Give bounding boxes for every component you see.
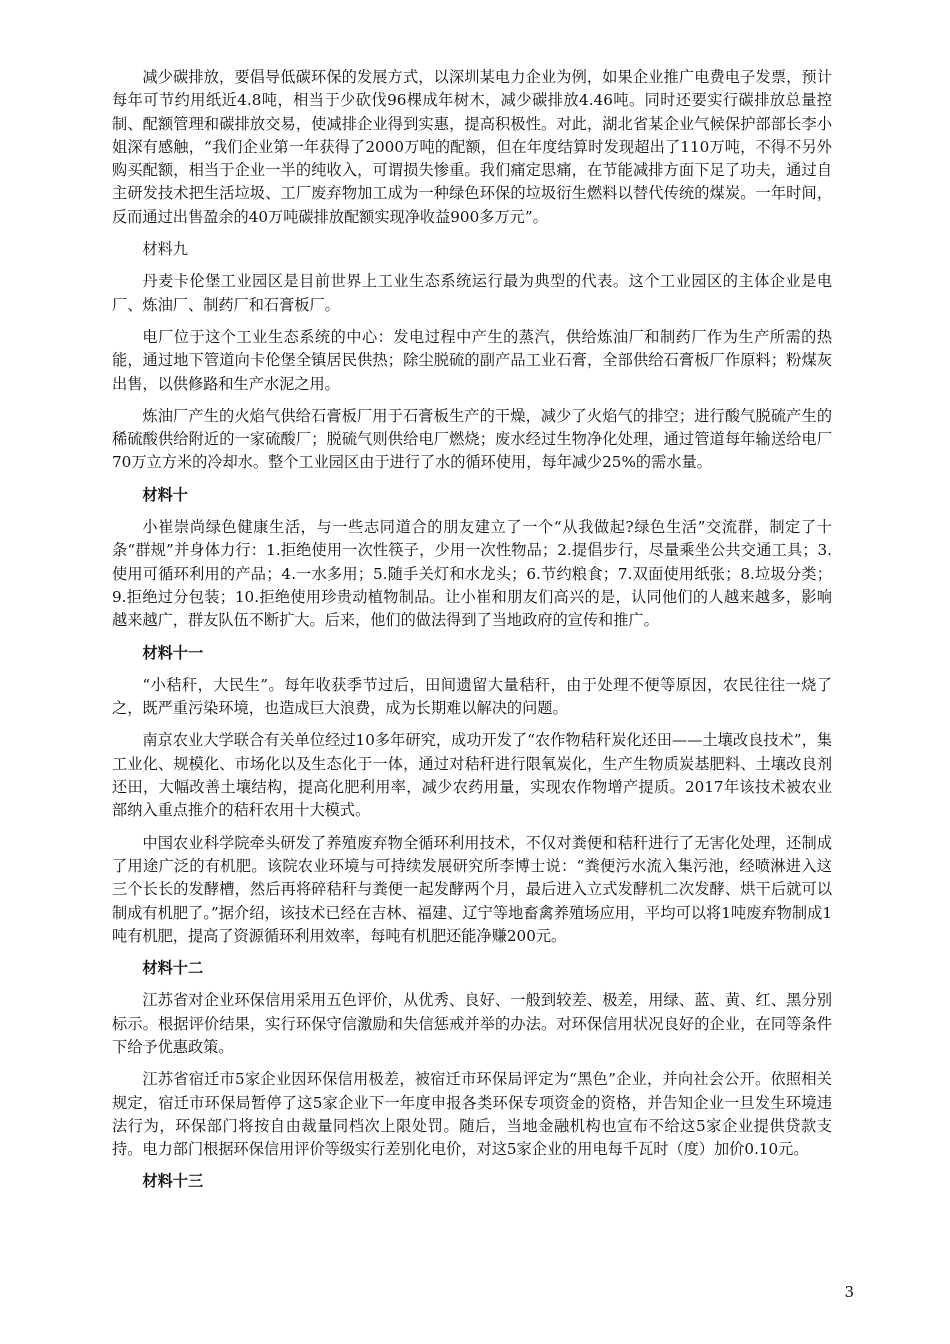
- paragraph: 江苏省宿迁市5家企业因环保信用极差，被宿迁市环保局评定为“黑色”企业，并向社会公开。依照相关规定，宿迁市环保局暂停了这5家企业下一年度申报各类环保专项资金的资格，并告知企业一旦发生环境违法行为，环保部门将按自由裁量同档次上限处罚。随后，当地金融机构也宣布不给这5家企业提供贷款支持。电力部门根据环保信用评价等级实行差别化电价，对这5家企业的用电每千瓦时（度）加价0.10元。: [112, 1070, 832, 1159]
- paragraph: 江苏省对企业环保信用采用五色评价，从优秀、良好、一般到较差、极差，用绿、蓝、黄、红、黑分别标示。根据评价结果，实行环保守信激励和失信惩戒并举的办法。对环保信用状况良好的企业，在同等条件下给予优惠政策。: [112, 991, 832, 1056]
- paragraph: 小崔崇尚绿色健康生活，与一些志同道合的朋友建立了一个“从我做起?绿色生活”交流群，制定了十条“群规”并身体力行：1.拒绝使用一次性筷子，少用一次性物品；2.提倡步行，尽量乘坐公共交通工具；3.使用可循环利用的产品；4.一水多用；5.随手关灯和水龙头；6.节约粮食；7.双面使用纸张；8.垃圾分类；9.拒绝过分包装；10.拒绝使用珍贵动植物制品。让小崔和朋友们高兴的是，认同他们的人越来越多，影响越来越广，群友队伍不断扩大。后来，他们的做法得到了当地政府的宣传和推广。: [112, 518, 832, 630]
- document-body: [112, 66, 832, 1194]
- section-heading: 材料十: [142, 485, 188, 504]
- section-heading: 材料十三: [142, 1172, 204, 1191]
- paragraph: 炼油厂产生的火焰气供给石膏板厂用于石膏板生产的干燥，减少了火焰气的排空；进行酸气脱硫产生的稀硫酸供给附近的一家硫酸厂；脱硫气则供给电厂燃烧；废水经过生物净化处理，通过管道每年输送给电厂70万立方米的冷却水。整个工业园区由于进行了水的循环使用，每年减少25%的需水量。: [112, 406, 832, 472]
- paragraph: 中国农业科学院牵头研发了养殖废弃物全循环利用技术，不仅对粪便和秸秆进行了无害化处理，还制成了用途广泛的有机肥。该院农业环境与可持续发展研究所李博士说：“粪便污水流入集污池，经喷淋进入这三个长长的发酵槽，然后再将碎秸秆与粪便一起发酵两个月，最后进入立式发酵机二次发酵、烘干后就可以制成有机肥了。”据介绍，该技术已经在吉林、福建、辽宁等地畜禽养殖场应用，平均可以将1吨废弃物制成1吨有机肥，提高了资源循环利用效率，每吨有机肥还能净赚200元。: [112, 833, 832, 945]
- paragraph: 南京农业大学联合有关单位经过10多年研究，成功开发了“农作物秸秆炭化还田——土壤改良技术”，集工业化、规模化、市场化以及生态化于一体，通过对秸秆进行限氧炭化，生产生物质炭基肥料、土壤改良剂还田，大幅改善土壤结构，提高化肥利用率，减少农药用量，实现农作物增产提质。2017年该技术被农业部纳入重点推介的秸秆农用十大模式。: [112, 731, 832, 820]
- paragraph: “小秸秆，大民生”。每年收获季节过后，田间遗留大量秸秆，由于处理不便等原因，农民往往一烧了之，既严重污染环境，也造成巨大浪费，成为长期难以解决的问题。: [112, 675, 832, 718]
- section-heading: 材料十一: [142, 643, 204, 662]
- paragraph: 电厂位于这个工业生态系统的中心：发电过程中产生的蒸汽，供给炼油厂和制药厂作为生产所需的热能，通过地下管道向卡伦堡全镇居民供热；除尘脱硫的副产品工业石膏，全部供给石膏板厂作原料；粉煤灰出售，以供修路和生产水泥之用。: [112, 327, 832, 393]
- page-number: 3: [844, 1283, 854, 1301]
- section-heading: 材料十二: [142, 959, 204, 978]
- section-heading: 材料九: [142, 240, 188, 259]
- paragraph: 减少碳排放，要倡导低碳环保的发展方式，以深圳某电力企业为例，如果企业推广电费电子发票，预计每年可节约用纸近4.8吨，相当于少砍伐96棵成年树木，减少碳排放4.46吨。同时还要实行碳排放总量控制、配额管理和碳排放交易，使减排企业得到实惠，提高积极性。对此，湖北省某企业气候保护部部长李小姐深有感触，“我们企业第一年获得了2000万吨的配额，但在年度结算时发现超出了110万吨，不得不另外购买配额，相当于企业一半的纯收入，可谓损失惨重。我们痛定思痛，在节能减排方面下足了功夫，通过自主研发技术把生活垃圾、工厂废弃物加工成为一种绿色环保的垃圾衍生燃料以替代传统的煤炭。一年时间，反而通过出售盈余的40万吨碳排放配额实现净收益900多万元”。: [112, 68, 832, 226]
- paragraph: 丹麦卡伦堡工业园区是目前世界上工业生态系统运行最为典型的代表。这个工业园区的主体企业是电厂、炼油厂、制药厂和石膏板厂。: [112, 272, 832, 314]
